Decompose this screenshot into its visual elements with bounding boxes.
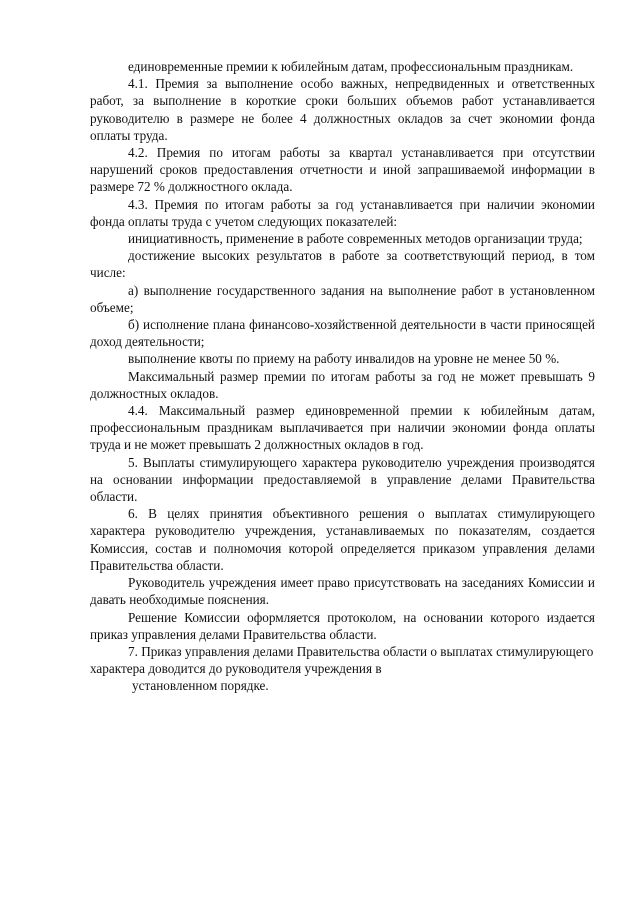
paragraph-4-4-one-time-bonus: 4.4. Максимальный размер единовременной премии к юбилейным датам, профессиональным праздникам выплачивается при наличии экономии фонда оплаты труда и не может превышать 2 должностных окладов в год. — [90, 403, 595, 453]
paragraph-commission-decision: Решение Комиссии оформляется протоколом, на основании которого издается приказ управления делами Правительства области. — [90, 609, 595, 642]
paragraph-4-3-annual-bonus: 4.3. Премия по итогам работы за год устанавливается при наличии экономии фонда оплаты труда с учетом следующих показателей: — [90, 196, 595, 229]
paragraph-bonus-types-continued: единовременные премии к юбилейным датам, профессиональным праздникам. — [128, 59, 574, 74]
paragraph-7-tail: установленном порядке. — [132, 678, 269, 694]
paragraph-6-commission: 6. В целях принятия объективного решения о выплатах стимулирующего характера руководителю учреждения, устанавливаемых по показателям, создается Комиссия, состав и полномочия которой определяется приказом управления делами Правительства области. — [90, 506, 595, 573]
indicator-high-results: достижение высоких результатов в работе за соответствующий период, в том числе: — [90, 248, 595, 281]
indicator-financial-plan: б) исполнение плана финансово-хозяйственной деятельности в части приносящей доход деятельности; — [90, 317, 595, 350]
indicator-disability-quota: выполнение квоты по приему на работу инвалидов на уровне не менее 50 %. — [128, 351, 560, 367]
paragraph-4-2-quarterly-bonus: 4.2. Премия по итогам работы за квартал устанавливается при отсутствии нарушений сроков предоставления отчетности и иной запрашиваемой информации в размере 72 % должностного оклада. — [90, 145, 595, 195]
paragraph-manager-rights: Руководитель учреждения имеет право присутствовать на заседаниях Комиссии и давать необходимые пояснения. — [90, 575, 595, 608]
indicator-initiative: инициативность, применение в работе современных методов организации труда; — [128, 231, 583, 247]
paragraph-7-order-notification — [90, 643, 595, 695]
indicator-state-assignment: а) выполнение государственного задания на выполнение работ в установленном объеме; — [90, 282, 595, 315]
paragraph-max-annual-bonus: Максимальный размер премии по итогам работы за год не может превышать 9 должностных окладов. — [90, 368, 595, 401]
document-page — [90, 58, 595, 695]
paragraph-5-incentive-payments: 5. Выплаты стимулирующего характера руководителю учреждения производятся на основании информации предоставляемой в управление делами Правительства области. — [90, 454, 595, 505]
paragraph-4-1-special-work-bonus: 4.1. Премия за выполнение особо важных, непредвиденных и ответственных работ, за выполнение в короткие сроки больших объемов работ устанавливается руководителю в размере не более 4 должностных окладов за счет экономии фонда оплаты труда. — [90, 76, 595, 143]
paragraph-7-head: 7. Приказ управления делами Правительства области о выплатах стимулирующего характера доводится до руководителя учреждения в — [90, 643, 594, 677]
